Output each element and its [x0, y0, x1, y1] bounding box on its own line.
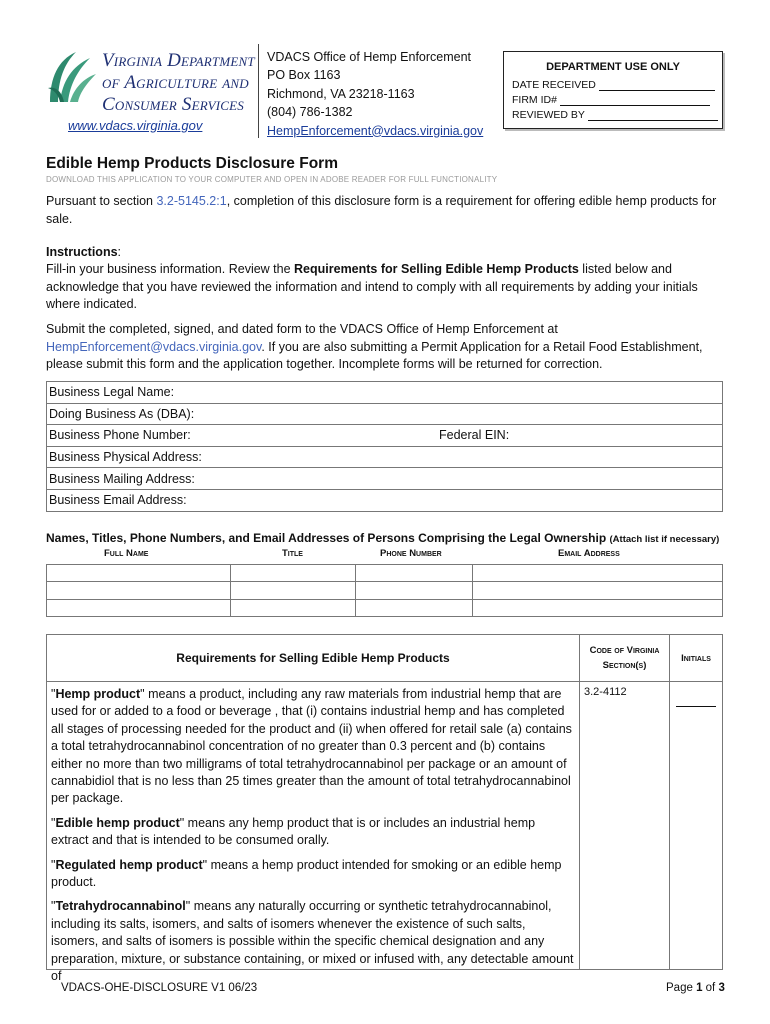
submit-text-end: . If you are also submitting a Permit Application for a Retail Food Establishment, please submit this form and the application together. Incomplete forms will be returned for correction. — [46, 339, 703, 371]
intro-text: Pursuant to section — [46, 194, 157, 208]
owners-title — [46, 531, 719, 545]
agency-line-1: Virginia Department — [102, 50, 255, 71]
owner-title-cell[interactable] — [231, 565, 356, 582]
instructions-paragraph — [46, 261, 722, 314]
thc-definition: "Tetrahydrocannabinol" means any naturally occurring or synthetic tetrahydrocannabinol, including its salts, isomers, and salts of isomers whenever the existence of such salts, isomers, and salts of isomers is possible within the specific chemical designation and any preparation, mixture, or substance containing, or mixed or infused with, any detectable amount of — [51, 899, 574, 984]
code-section-link[interactable]: 3.2-5145.2:1 — [156, 194, 227, 208]
office-email-link[interactable]: HempEnforcement@vdacs.virginia.gov — [267, 123, 484, 138]
regulated-hemp-term: Regulated hemp product — [55, 857, 203, 872]
col-phone-number: Phone Number — [380, 548, 442, 559]
table-row — [47, 582, 723, 599]
business-legal-name-label: Business Legal Name: — [49, 385, 175, 400]
instructions-text: Fill-in your business information. Review the — [46, 262, 295, 276]
business-email-field[interactable] — [47, 489, 723, 511]
initials-header: Initials — [670, 635, 723, 682]
business-phone-label: Business Phone Number: — [49, 428, 191, 443]
mailing-address-field[interactable] — [47, 468, 723, 490]
business-phone-field[interactable] — [47, 425, 438, 447]
department-use-box — [503, 51, 723, 129]
page-of: of — [702, 982, 719, 994]
owner-title-cell[interactable] — [231, 582, 356, 599]
office-address — [267, 48, 483, 140]
owner-title-cell[interactable] — [231, 599, 356, 616]
thc-term: Tetrahydrocannabinol — [55, 899, 186, 914]
edible-hemp-definition: "Edible hemp product" means any hemp product that is or includes an industrial hemp extract and that is intended to be consumed orally. — [51, 815, 536, 848]
instructions-bold: Requirements for Selling Edible Hemp Products — [294, 262, 579, 276]
mailing-address-label: Business Mailing Address: — [49, 471, 195, 486]
form-title: Edible Hemp Products Disclosure Form — [46, 155, 338, 172]
hemp-product-definition: "Hemp product" means a product, including any raw materials from industrial hemp that are used for or added to a food or beverage , that (i) contains industrial hemp and has completed all stages of processing needed for the product and (ii) when offered for retail sale (a) contains a total tetrahydrocannabinol concentration of no greater than 0.3 percent and (b) contains either no more than two milligrams of total tetrahydrocannabinol per package or an amount of cannabidiol that is no less than 25 times greater than the amount of total tetrahydrocannabinol per package. — [51, 687, 572, 806]
department-use-title: DEPARTMENT USE ONLY — [546, 61, 680, 73]
owner-email-cell[interactable] — [473, 599, 723, 616]
code-section-header — [580, 635, 670, 682]
form-id: VDACS-OHE-DISCLOSURE V1 06/23 — [61, 982, 258, 994]
col-full-name: Full Name — [104, 548, 149, 559]
table-row — [47, 599, 723, 616]
reviewed-by-line — [588, 120, 718, 121]
code-header-line-1: Code of Virginia — [589, 645, 660, 656]
firm-id-line — [560, 105, 710, 106]
dba-label: Doing Business As (DBA): — [49, 406, 195, 421]
owner-name-cell[interactable] — [47, 565, 231, 582]
regulated-hemp-definition: "Regulated hemp product" means a hemp product intended for smoking or an edible hemp product. — [51, 857, 562, 890]
instructions-label: Instructions — [46, 245, 118, 259]
initials-line[interactable] — [676, 706, 716, 707]
owner-phone-cell[interactable] — [356, 599, 473, 616]
owners-note: (Attach list if necessary) — [609, 534, 720, 545]
owner-phone-cell[interactable] — [356, 565, 473, 582]
office-name: VDACS Office of Hemp Enforcement — [267, 50, 472, 64]
physical-address-field[interactable] — [47, 446, 723, 468]
date-received-label: DATE RECEIVED — [512, 79, 596, 91]
submit-text: Submit the completed, signed, and dated form to the VDACS Office of Hemp Enforcement at — [46, 322, 558, 336]
code-section-cell: 3.2-4112 — [580, 682, 670, 970]
office-phone: (804) 786-1382 — [267, 105, 353, 120]
submit-paragraph — [46, 321, 722, 374]
owner-name-cell[interactable] — [47, 582, 231, 599]
firm-id-label: FIRM ID# — [512, 94, 557, 106]
submit-email-link[interactable]: HempEnforcement@vdacs.virginia.gov — [46, 339, 262, 354]
page-number — [666, 982, 725, 994]
agency-name — [102, 50, 255, 116]
instructions-text-end: listed below and acknowledge that you have reviewed the information and intend to comply with all requirements by adding your initials where indicated. — [46, 262, 698, 311]
requirements-header: Requirements for Selling Edible Hemp Products — [47, 635, 580, 682]
col-email-address: Email Address — [558, 548, 620, 559]
regulated-hemp-text: means a hemp product intended for smoking or an edible hemp product. — [51, 857, 562, 890]
page-total: 3 — [718, 982, 725, 994]
edible-hemp-text: means any hemp product that is or includes an industrial hemp extract and that is intended to be consumed orally. — [51, 815, 536, 848]
business-info-table — [46, 381, 723, 512]
physical-address-label: Business Physical Address: — [49, 450, 202, 465]
dba-field[interactable] — [47, 403, 723, 425]
page-label: Page — [666, 982, 697, 994]
intro-text-end: , completion of this disclosure form is a requirement for offering edible hemp products for sale. — [46, 194, 717, 226]
page-current: 1 — [696, 982, 703, 994]
form-subtitle: DOWNLOAD THIS APPLICATION TO YOUR COMPUTER AND OPEN IN ADOBE READER FOR FULL FUNCTIONALITY — [46, 175, 498, 184]
header-divider — [258, 44, 259, 138]
business-legal-name-field[interactable] — [47, 382, 723, 404]
table-row — [47, 565, 723, 582]
owner-email-cell[interactable] — [473, 565, 723, 582]
requirements-body-cell — [47, 682, 580, 984]
vdacs-leaf-logo-icon — [46, 48, 98, 104]
federal-ein-field[interactable] — [437, 425, 723, 447]
owner-name-cell[interactable] — [47, 599, 231, 616]
thc-text: means any naturally occurring or synthetic tetrahydrocannabinol, including its salts, isomers, and salts of isomers whenever the existence of such salts, isomers, and salts of isomers is possible within the specific chemical designation and any preparation, mixture, or substance containing, or mixed or infused with, any detectable amount of — [51, 899, 574, 984]
date-received-line — [599, 90, 715, 91]
federal-ein-label: Federal EIN: — [439, 428, 510, 443]
owners-title-text: Names, Titles, Phone Numbers, and Email Addresses of Persons Comprising the Legal Ownership — [46, 531, 607, 545]
po-box: PO Box 1163 — [267, 68, 341, 83]
instructions-heading: Instructions: — [46, 245, 122, 259]
code-header-line-2: Section(s) — [602, 660, 647, 671]
reviewed-by-label: REVIEWED BY — [512, 109, 585, 121]
agency-line-3: Consumer Services — [102, 94, 245, 115]
edible-hemp-term: Edible hemp product — [55, 815, 180, 830]
hemp-product-term: Hemp product — [55, 687, 141, 701]
owner-email-cell[interactable] — [473, 582, 723, 599]
hemp-product-text: means a product, including any raw materials from industrial hemp that are used for or added to a food or beverage , that (i) contains industrial hemp and has completed all stages of processing needed for the product and (ii) when offered for retail sale (a) contains a total tetrahydrocannabinol concentration of no greater than 0.3 percent and (b) contains either no more than two milligrams of total tetrahydrocannabinol per package or an amount of cannabidiol that is no less than 25 times greater than the amount of total tetrahydrocannabinol per package. — [51, 687, 572, 806]
agency-line-2: of Agriculture and — [102, 72, 249, 93]
requirements-table — [46, 634, 723, 984]
owners-table — [46, 564, 723, 617]
initials-cell[interactable] — [670, 682, 723, 970]
col-title: Title — [282, 548, 303, 559]
intro-paragraph — [46, 193, 722, 228]
requirements-body — [48, 683, 578, 984]
owner-phone-cell[interactable] — [356, 582, 473, 599]
city-state-zip: Richmond, VA 23218-1163 — [267, 86, 415, 101]
business-email-label: Business Email Address: — [49, 493, 187, 508]
website-link[interactable]: www.vdacs.virginia.gov — [68, 118, 203, 133]
